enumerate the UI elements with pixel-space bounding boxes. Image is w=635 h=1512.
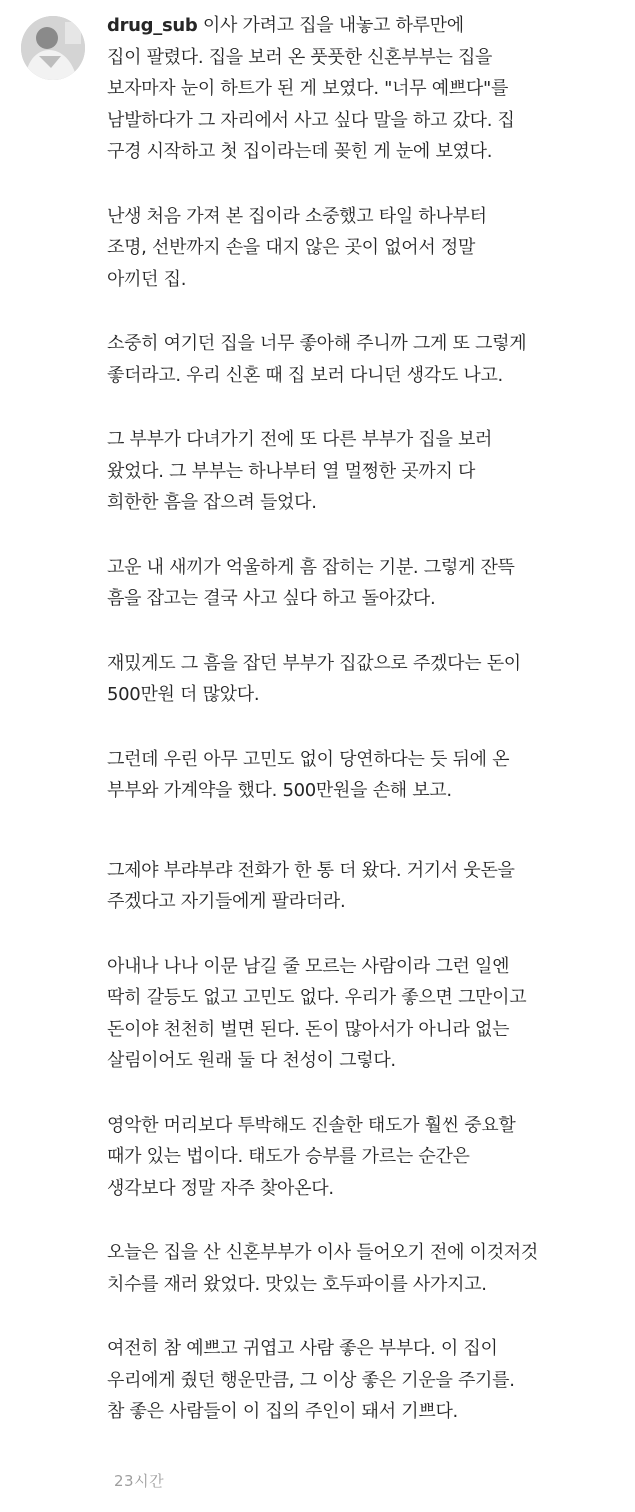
comment-paragraph [107,10,617,168]
comment-text-line: 생각보다 정말 자주 찾아온다. [107,1177,334,1199]
comment-text-line: 아끼던 집. [107,268,187,290]
comment-text-line: 아내나 나나 이문 남길 줄 모르는 사람이라 그런 일엔 [107,955,510,977]
avatar[interactable] [21,16,85,80]
comment-text-line: 희한한 흠을 잡으려 들었다. [107,492,317,513]
comment-paragraph [107,1110,617,1205]
comment-text-line: 주겠다고 자기들에게 팔라더라. [107,891,346,912]
comment-text-line: 남발하다가 그 자리에서 사고 싶다 말을 하고 갔다. 집 [107,109,515,131]
comment-paragraph [107,328,617,391]
comment-text-line: 영악한 머리보다 투박해도 진솔한 태도가 훨씬 중요할 [107,1114,516,1136]
comment-text-line: 왔었다. 그 부부는 하나부터 열 멀쩡한 곳까지 다 [107,460,476,482]
comment-text-line: 딱히 갈등도 없고 고민도 없다. 우리가 좋으면 그만이고 [107,987,527,1008]
comment-paragraph [107,744,617,807]
comment-text-line: 고운 내 새끼가 억울하게 흠 잡히는 기분. 그렇게 잔뜩 [107,556,515,578]
comment-text-line: 이사 가려고 집을 내놓고 하루만에 [197,15,464,36]
comment-paragraph [107,1237,617,1300]
comment-text-line: 여전히 참 예쁘고 귀엽고 사람 좋은 부부다. 이 집이 [107,1338,498,1359]
comment-paragraph [107,855,617,918]
comment-paragraph [107,1333,617,1428]
comment-paragraph [107,552,617,615]
comment-paragraph [107,424,617,519]
comment-text-line: 집이 팔렸다. 집을 보러 온 풋풋한 신혼부부는 집을 [107,46,493,68]
comment-text-line: 소중히 여기던 집을 너무 좋아해 주니까 그게 또 그렇게 [107,333,527,354]
comment-paragraph [107,201,617,296]
comment-text-line: 부부와 가계약을 했다. 500만원을 손해 보고. [107,780,452,801]
comment-text-line: 그런데 우린 아무 고민도 없이 당연하다는 듯 뒤에 온 [107,748,510,770]
comment-text-line: 흠을 잡고는 결국 사고 싶다 하고 돌아갔다. [107,588,436,609]
comment-text-line: 오늘은 집을 산 신혼부부가 이사 들어오기 전에 이것저것 [107,1242,538,1263]
comment-text-line: 난생 처음 가져 본 집이라 소중했고 타일 하나부터 [107,205,487,227]
comment-text-line: 살림이어도 원래 둘 다 천성이 그렇다. [107,1050,396,1071]
comment-paragraph [107,951,617,1077]
comment-text-line: 보자마자 눈이 하트가 된 게 보였다. "너무 예쁘다"를 [107,78,509,99]
user-avatar-photo-icon [21,16,85,80]
comment-body [107,10,617,1428]
comment-text-line: 돈이야 천천히 벌면 된다. 돈이 많아서가 아니라 없는 [107,1018,510,1040]
comment-text-line: 좋더라고. 우리 신혼 때 집 보러 다니던 생각도 나고. [107,364,503,386]
comment-text-line: 구경 시작하고 첫 집이라는데 꽂힌 게 눈에 보였다. [107,141,493,162]
comment-text-line: 치수를 재러 왔었다. 맛있는 호두파이를 사가지고. [107,1273,487,1295]
username-link[interactable]: drug_sub [107,15,198,36]
comment-text-line: 조명, 선반까지 손을 대지 않은 곳이 없어서 정말 [107,237,476,258]
comment-text-line: 그 부부가 다녀가기 전에 또 다른 부부가 집을 보러 [107,429,493,450]
comment-text-line: 때가 있는 법이다. 태도가 승부를 가르는 순간은 [107,1146,470,1167]
comment-text-line: 재밌게도 그 흠을 잡던 부부가 집값으로 주겠다는 돈이 [107,652,521,674]
comment-timestamp[interactable]: 23시간 [114,1472,165,1490]
comment-text-line: 500만원 더 많았다. [107,684,260,705]
comment-text-line: 참 좋은 사람들이 이 집의 주인이 돼서 기쁘다. [107,1401,458,1422]
comment-paragraph [107,648,617,711]
comment-text-line: 우리에게 줬던 행운만큼, 그 이상 좋은 기운을 주기를. [107,1369,515,1391]
comment-text-line: 그제야 부랴부랴 전화가 한 통 더 왔다. 거기서 웃돈을 [107,859,515,881]
